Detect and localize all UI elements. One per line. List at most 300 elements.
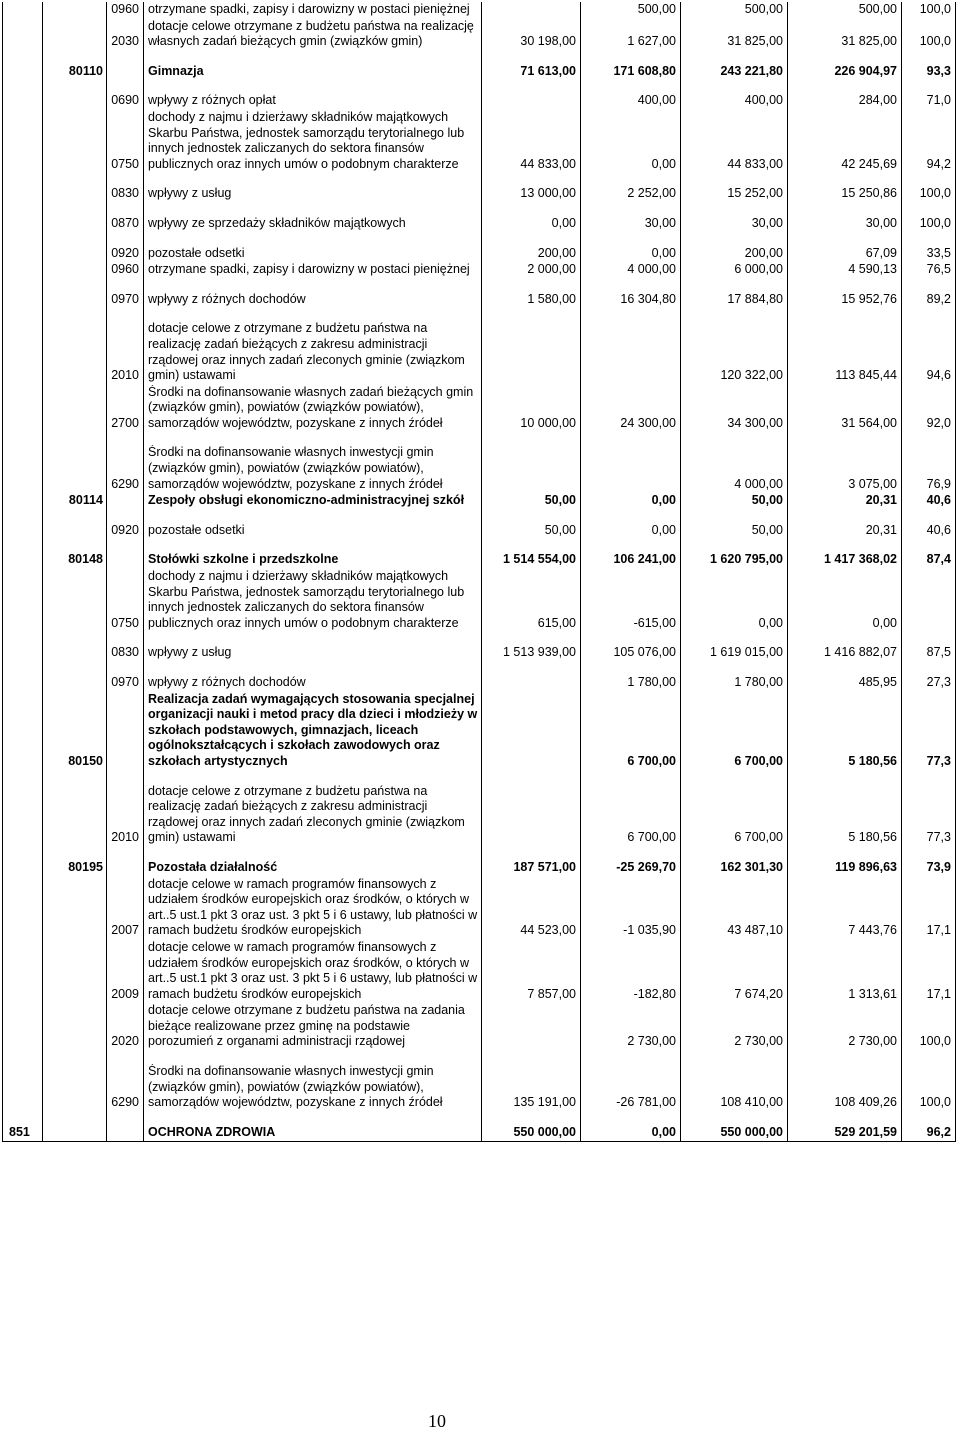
plan-cell: 1 513 939,00	[482, 645, 581, 662]
paragraf-cell: 0830	[107, 645, 144, 662]
spacer-cell	[902, 632, 956, 645]
dzial-cell	[3, 784, 43, 847]
changes-cell: 1 627,00	[581, 19, 681, 51]
spacer-cell	[581, 80, 681, 93]
spacer-cell	[3, 233, 43, 246]
spacer-cell	[788, 233, 902, 246]
spacer-cell	[788, 1112, 902, 1125]
spacer-cell	[482, 203, 581, 216]
row-spacer	[3, 510, 956, 523]
row-spacer	[3, 308, 956, 321]
spacer-cell	[482, 173, 581, 186]
table-row	[3, 1064, 956, 1112]
rozdzial-cell	[43, 93, 107, 110]
spacer-cell	[482, 51, 581, 64]
table-row	[3, 445, 956, 493]
spacer-cell	[3, 510, 43, 523]
rozdzial-cell: 80150	[43, 692, 107, 771]
spacer-cell	[581, 662, 681, 675]
row-spacer	[3, 80, 956, 93]
execution-cell: 3 075,00	[788, 445, 902, 493]
description-cell: wpływy z usług	[144, 186, 482, 203]
description-cell: Środki na dofinansowanie własnych inwestycji gmin (związków gmin), powiatów (związków powiatów), samorządów województw, pozyskane z innych źródeł	[144, 445, 482, 493]
percent-cell: 94,6	[902, 321, 956, 384]
row-spacer	[3, 539, 956, 552]
dzial-cell	[3, 692, 43, 771]
spacer-cell	[581, 1112, 681, 1125]
changes-cell: 400,00	[581, 93, 681, 110]
spacer-cell	[482, 1051, 581, 1064]
execution-cell: 15 952,76	[788, 292, 902, 309]
description-cell: otrzymane spadki, zapisy i darowizny w postaci pieniężnej	[144, 262, 482, 279]
description-cell: dotacje celowe otrzymane z budżetu państwa na zadania bieżące realizowane przez gminę na podstawie porozumień z organami administracji rządowej	[144, 1003, 482, 1051]
spacer-cell	[482, 847, 581, 860]
paragraf-cell: 0920	[107, 523, 144, 540]
execution-cell: 5 180,56	[788, 784, 902, 847]
plan-after-changes-cell: 7 674,20	[681, 940, 788, 1003]
rozdzial-cell	[43, 940, 107, 1003]
percent-cell: 96,2	[902, 1125, 956, 1142]
budget-income-table	[2, 2, 956, 1142]
spacer-cell	[902, 279, 956, 292]
rozdzial-cell	[43, 216, 107, 233]
spacer-cell	[902, 233, 956, 246]
changes-cell: -1 035,90	[581, 877, 681, 940]
changes-cell: 105 076,00	[581, 645, 681, 662]
table-row	[3, 292, 956, 309]
spacer-cell	[581, 632, 681, 645]
percent-cell: 17,1	[902, 940, 956, 1003]
percent-cell: 87,4	[902, 552, 956, 569]
spacer-cell	[144, 173, 482, 186]
plan-after-changes-cell: 17 884,80	[681, 292, 788, 309]
execution-cell: 108 409,26	[788, 1064, 902, 1112]
percent-cell: 92,0	[902, 385, 956, 433]
percent-cell: 100,0	[902, 1003, 956, 1051]
paragraf-cell: 0960	[107, 262, 144, 279]
spacer-cell	[144, 662, 482, 675]
description-cell: dotacje celowe w ramach programów finansowych z udziałem środków europejskich oraz środków, o których w art..5 ust.1 pkt 3 oraz ust. 3 pkt 5 i 6 ustawy, lub płatności w ramach budżetu środków europejskich	[144, 940, 482, 1003]
spacer-cell	[107, 173, 144, 186]
dzial-cell	[3, 2, 43, 19]
rozdzial-cell	[43, 292, 107, 309]
table-row	[3, 93, 956, 110]
rozdzial-cell: 80110	[43, 64, 107, 81]
spacer-cell	[3, 203, 43, 216]
percent-cell: 40,6	[902, 493, 956, 510]
description-cell: dotacje celowe w ramach programów finansowych z udziałem środków europejskich oraz środków, o których w art..5 ust.1 pkt 3 oraz ust. 3 pkt 5 i 6 ustawy, lub płatności w ramach budżetu środków europejskich	[144, 877, 482, 940]
spacer-cell	[3, 632, 43, 645]
description-cell: wpływy z różnych dochodów	[144, 292, 482, 309]
spacer-cell	[681, 539, 788, 552]
changes-cell: 0,00	[581, 493, 681, 510]
paragraf-cell	[107, 64, 144, 81]
spacer-cell	[902, 173, 956, 186]
percent-cell: 27,3	[902, 675, 956, 692]
row-spacer	[3, 203, 956, 216]
plan-cell: 30 198,00	[482, 19, 581, 51]
rozdzial-cell	[43, 569, 107, 632]
dzial-cell	[3, 569, 43, 632]
spacer-cell	[3, 771, 43, 784]
spacer-cell	[788, 51, 902, 64]
plan-after-changes-cell: 550 000,00	[681, 1125, 788, 1142]
plan-cell: 44 833,00	[482, 110, 581, 173]
section-row	[3, 64, 956, 81]
section-row	[3, 860, 956, 877]
spacer-cell	[681, 173, 788, 186]
spacer-cell	[902, 539, 956, 552]
execution-cell: 500,00	[788, 2, 902, 19]
plan-cell	[482, 93, 581, 110]
dzial-cell	[3, 292, 43, 309]
execution-cell: 226 904,97	[788, 64, 902, 81]
spacer-cell	[581, 203, 681, 216]
paragraf-cell: 0970	[107, 675, 144, 692]
spacer-cell	[43, 1112, 107, 1125]
row-spacer	[3, 771, 956, 784]
paragraf-cell	[107, 1125, 144, 1142]
description-cell: otrzymane spadki, zapisy i darowizny w postaci pieniężnej	[144, 2, 482, 19]
percent-cell: 94,2	[902, 110, 956, 173]
rozdzial-cell	[43, 186, 107, 203]
table-row	[3, 216, 956, 233]
plan-cell: 13 000,00	[482, 186, 581, 203]
paragraf-cell: 2020	[107, 1003, 144, 1051]
plan-after-changes-cell: 1 620 795,00	[681, 552, 788, 569]
rozdzial-cell: 80114	[43, 493, 107, 510]
plan-cell: 550 000,00	[482, 1125, 581, 1142]
rozdzial-cell	[43, 110, 107, 173]
spacer-cell	[581, 432, 681, 445]
spacer-cell	[482, 510, 581, 523]
plan-cell	[482, 445, 581, 493]
execution-cell: 1 416 882,07	[788, 645, 902, 662]
page-number: 10	[428, 1411, 446, 1431]
changes-cell: 0,00	[581, 1125, 681, 1142]
row-spacer	[3, 662, 956, 675]
rozdzial-cell	[43, 2, 107, 19]
spacer-cell	[107, 847, 144, 860]
percent-cell	[902, 569, 956, 632]
paragraf-cell: 2010	[107, 321, 144, 384]
changes-cell: -26 781,00	[581, 1064, 681, 1112]
paragraf-cell: 2007	[107, 877, 144, 940]
table-row	[3, 940, 956, 1003]
spacer-cell	[581, 539, 681, 552]
table-body	[3, 2, 956, 1142]
spacer-cell	[144, 771, 482, 784]
spacer-cell	[144, 203, 482, 216]
spacer-cell	[3, 1051, 43, 1064]
spacer-cell	[681, 1112, 788, 1125]
spacer-cell	[581, 173, 681, 186]
spacer-cell	[144, 51, 482, 64]
execution-cell: 4 590,13	[788, 262, 902, 279]
changes-cell: 0,00	[581, 246, 681, 263]
dzial-cell	[3, 110, 43, 173]
spacer-cell	[788, 1051, 902, 1064]
plan-after-changes-cell: 162 301,30	[681, 860, 788, 877]
spacer-cell	[482, 662, 581, 675]
plan-cell: 187 571,00	[482, 860, 581, 877]
percent-cell: 77,3	[902, 784, 956, 847]
spacer-cell	[3, 173, 43, 186]
spacer-cell	[144, 80, 482, 93]
spacer-cell	[681, 1051, 788, 1064]
description-cell: Środki na dofinansowanie własnych zadań bieżących gmin (związków gmin), powiatów (związków powiatów), samorządów województw, pozyskane z innych źródeł	[144, 385, 482, 433]
spacer-cell	[902, 432, 956, 445]
execution-cell: 42 245,69	[788, 110, 902, 173]
execution-cell: 529 201,59	[788, 1125, 902, 1142]
spacer-cell	[43, 51, 107, 64]
dzial-cell	[3, 186, 43, 203]
table-row	[3, 2, 956, 19]
table-row	[3, 645, 956, 662]
rozdzial-cell	[43, 523, 107, 540]
spacer-cell	[681, 51, 788, 64]
table-row	[3, 523, 956, 540]
changes-cell: 0,00	[581, 110, 681, 173]
dzial-cell	[3, 385, 43, 433]
spacer-cell	[3, 308, 43, 321]
dzial-cell	[3, 321, 43, 384]
percent-cell: 17,1	[902, 877, 956, 940]
dzial-cell	[3, 1064, 43, 1112]
plan-cell: 200,00	[482, 246, 581, 263]
table-row	[3, 321, 956, 384]
description-cell: pozostałe odsetki	[144, 523, 482, 540]
changes-cell: 2 730,00	[581, 1003, 681, 1051]
execution-cell: 0,00	[788, 569, 902, 632]
plan-after-changes-cell: 120 322,00	[681, 321, 788, 384]
section-row	[3, 692, 956, 771]
paragraf-cell: 6290	[107, 445, 144, 493]
execution-cell: 2 730,00	[788, 1003, 902, 1051]
spacer-cell	[3, 847, 43, 860]
spacer-cell	[788, 771, 902, 784]
spacer-cell	[3, 539, 43, 552]
spacer-cell	[144, 632, 482, 645]
execution-cell: 15 250,86	[788, 186, 902, 203]
spacer-cell	[581, 279, 681, 292]
plan-cell: 615,00	[482, 569, 581, 632]
table-row	[3, 877, 956, 940]
spacer-cell	[482, 308, 581, 321]
plan-cell: 1 580,00	[482, 292, 581, 309]
percent-cell: 77,3	[902, 692, 956, 771]
spacer-cell	[902, 510, 956, 523]
plan-cell: 50,00	[482, 523, 581, 540]
dzial-cell: 851	[3, 1125, 43, 1142]
spacer-cell	[681, 847, 788, 860]
row-spacer	[3, 847, 956, 860]
spacer-cell	[107, 203, 144, 216]
rozdzial-cell: 80195	[43, 860, 107, 877]
spacer-cell	[107, 279, 144, 292]
paragraf-cell	[107, 860, 144, 877]
plan-cell: 44 523,00	[482, 877, 581, 940]
plan-after-changes-cell: 44 833,00	[681, 110, 788, 173]
rozdzial-cell: 80148	[43, 552, 107, 569]
changes-cell: 16 304,80	[581, 292, 681, 309]
plan-after-changes-cell: 31 825,00	[681, 19, 788, 51]
changes-cell: -182,80	[581, 940, 681, 1003]
paragraf-cell	[107, 552, 144, 569]
execution-cell: 113 845,44	[788, 321, 902, 384]
spacer-cell	[581, 233, 681, 246]
paragraf-cell	[107, 493, 144, 510]
paragraf-cell: 2030	[107, 19, 144, 51]
percent-cell: 100,0	[902, 2, 956, 19]
changes-cell: -25 269,70	[581, 860, 681, 877]
plan-after-changes-cell: 6 000,00	[681, 262, 788, 279]
spacer-cell	[107, 432, 144, 445]
plan-cell	[482, 692, 581, 771]
changes-cell: 1 780,00	[581, 675, 681, 692]
spacer-cell	[788, 80, 902, 93]
dzial-cell	[3, 675, 43, 692]
plan-after-changes-cell: 0,00	[681, 569, 788, 632]
spacer-cell	[482, 279, 581, 292]
spacer-cell	[902, 203, 956, 216]
spacer-cell	[902, 662, 956, 675]
changes-cell: 6 700,00	[581, 784, 681, 847]
changes-cell: 171 608,80	[581, 64, 681, 81]
plan-cell: 10 000,00	[482, 385, 581, 433]
rozdzial-cell	[43, 784, 107, 847]
spacer-cell	[3, 1112, 43, 1125]
percent-cell: 33,5	[902, 246, 956, 263]
spacer-cell	[681, 203, 788, 216]
spacer-cell	[107, 51, 144, 64]
execution-cell: 485,95	[788, 675, 902, 692]
spacer-cell	[581, 510, 681, 523]
rozdzial-cell	[43, 246, 107, 263]
spacer-cell	[43, 510, 107, 523]
percent-cell: 100,0	[902, 1064, 956, 1112]
dzial-cell	[3, 552, 43, 569]
spacer-cell	[788, 539, 902, 552]
spacer-cell	[43, 847, 107, 860]
dzial-cell	[3, 93, 43, 110]
spacer-cell	[581, 771, 681, 784]
paragraf-cell: 0830	[107, 186, 144, 203]
description-cell: wpływy ze sprzedaży składników majątkowych	[144, 216, 482, 233]
spacer-cell	[144, 308, 482, 321]
execution-cell: 7 443,76	[788, 877, 902, 940]
spacer-cell	[788, 203, 902, 216]
spacer-cell	[681, 308, 788, 321]
paragraf-cell	[107, 692, 144, 771]
description-cell: Realizacja zadań wymagających stosowania specjalnej organizacji nauki i metod pracy dla dzieci i młodzieży w szkołach podstawowych, gimnazjach, liceach ogólnokształcących i szkołach zawodowych oraz szkołach artystycznych	[144, 692, 482, 771]
spacer-cell	[902, 771, 956, 784]
plan-after-changes-cell: 1 619 015,00	[681, 645, 788, 662]
plan-cell: 50,00	[482, 493, 581, 510]
spacer-cell	[581, 51, 681, 64]
spacer-cell	[788, 662, 902, 675]
rozdzial-cell	[43, 385, 107, 433]
spacer-cell	[581, 308, 681, 321]
spacer-cell	[3, 51, 43, 64]
rozdzial-cell	[43, 262, 107, 279]
percent-cell: 87,5	[902, 645, 956, 662]
row-spacer	[3, 233, 956, 246]
paragraf-cell: 0960	[107, 2, 144, 19]
percent-cell: 100,0	[902, 19, 956, 51]
dzial-cell	[3, 19, 43, 51]
execution-cell: 67,09	[788, 246, 902, 263]
row-spacer	[3, 279, 956, 292]
row-spacer	[3, 51, 956, 64]
spacer-cell	[144, 1051, 482, 1064]
description-cell: dotacje celowe z otrzymane z budżetu państwa na realizację zadań bieżących z zakresu administracji rządowej oraz innych zadań zleconych gminie (związkom gmin) ustawami	[144, 784, 482, 847]
description-cell: OCHRONA ZDROWIA	[144, 1125, 482, 1142]
spacer-cell	[788, 847, 902, 860]
changes-cell: 24 300,00	[581, 385, 681, 433]
description-cell: dochody z najmu i dzierżawy składników majątkowych Skarbu Państwa, jednostek samorządu terytorialnego lub innych jednostek zaliczanych do sektora finansów publicznych oraz innych umów o podobnym charakterze	[144, 110, 482, 173]
table-row	[3, 262, 956, 279]
description-cell: wpływy z różnych dochodów	[144, 675, 482, 692]
spacer-cell	[3, 279, 43, 292]
plan-cell	[482, 675, 581, 692]
rozdzial-cell	[43, 645, 107, 662]
changes-cell	[581, 321, 681, 384]
rozdzial-cell	[43, 445, 107, 493]
table-row	[3, 1003, 956, 1051]
description-cell: wpływy z różnych opłat	[144, 93, 482, 110]
table-row	[3, 784, 956, 847]
dzial-cell	[3, 523, 43, 540]
spacer-cell	[144, 539, 482, 552]
plan-after-changes-cell: 15 252,00	[681, 186, 788, 203]
spacer-cell	[482, 539, 581, 552]
spacer-cell	[681, 510, 788, 523]
spacer-cell	[482, 80, 581, 93]
spacer-cell	[43, 308, 107, 321]
execution-cell: 31 825,00	[788, 19, 902, 51]
plan-cell: 71 613,00	[482, 64, 581, 81]
spacer-cell	[902, 1112, 956, 1125]
spacer-cell	[144, 279, 482, 292]
rozdzial-cell	[43, 1064, 107, 1112]
spacer-cell	[581, 1051, 681, 1064]
spacer-cell	[902, 308, 956, 321]
paragraf-cell: 0920	[107, 246, 144, 263]
spacer-cell	[107, 510, 144, 523]
percent-cell: 76,9	[902, 445, 956, 493]
description-cell: pozostałe odsetki	[144, 246, 482, 263]
dzial-cell	[3, 64, 43, 81]
rozdzial-cell	[43, 1003, 107, 1051]
paragraf-cell: 6290	[107, 1064, 144, 1112]
spacer-cell	[43, 80, 107, 93]
percent-cell: 100,0	[902, 186, 956, 203]
paragraf-cell: 2010	[107, 784, 144, 847]
description-cell: Stołówki szkolne i przedszkolne	[144, 552, 482, 569]
plan-after-changes-cell: 4 000,00	[681, 445, 788, 493]
spacer-cell	[107, 662, 144, 675]
dzial-cell	[3, 262, 43, 279]
dzial-cell	[3, 216, 43, 233]
execution-cell: 30,00	[788, 216, 902, 233]
rozdzial-cell	[43, 1125, 107, 1142]
dzial-cell	[3, 1003, 43, 1051]
percent-cell: 71,0	[902, 93, 956, 110]
row-spacer	[3, 632, 956, 645]
paragraf-cell: 0970	[107, 292, 144, 309]
spacer-cell	[107, 1112, 144, 1125]
